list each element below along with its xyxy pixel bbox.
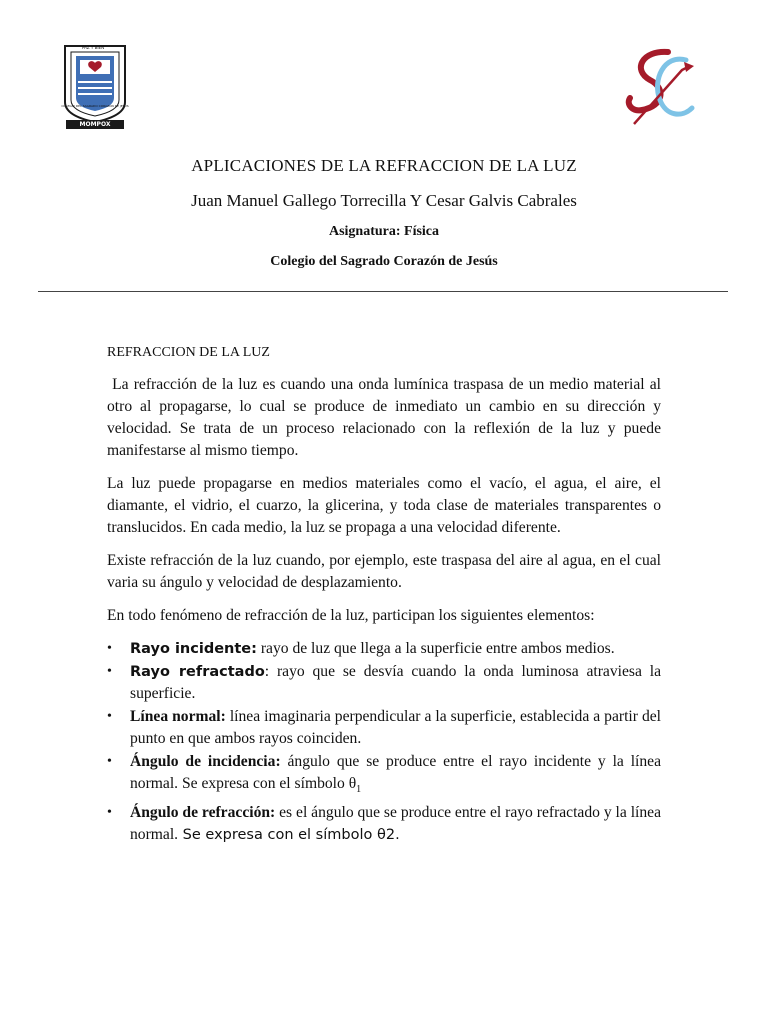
paragraph: La refracción de la luz es cuando una onda lumínica traspasa de un medio material al otro al propagarse, lo cual se produce de inmediato un cambio en su dirección y velocidad. Se trata de un proceso relacionado con la reflexión de la luz y puede manifestarse al mismo tiempo. [107, 376, 665, 459]
section-heading: REFRACCION DE LA LUZ [107, 345, 270, 360]
document-subject: Asignatura: Física [328, 224, 440, 239]
list-item-text: : rayo que se desvía cuando la onda luminosa atraviesa la superficie. [130, 663, 661, 702]
bullet-icon: • [107, 641, 112, 656]
document-school: Colegio del Sagrado Corazón de Jesús [270, 254, 498, 269]
elements-list [107, 638, 661, 846]
list-item [107, 706, 661, 750]
paragraph: Existe refracción de la luz cuando, por ejemplo, este traspasa del aire al agua, en el cual varia su ángulo y velocidad de desplazamiento. [107, 552, 661, 591]
paragraph: La luz puede propagarse en medios materiales como el vacío, el agua, el aire, el diamante, el vidrio, el cuarzo, la glicerina, y toda clase de materiales transparentes o translucidos. En cada medio, la luz se propaga a una velocidad diferente. [107, 475, 661, 536]
document-title: APLICACIONES DE LA REFRACCION DE LA LUZ [191, 156, 577, 175]
list-item-term: Ángulo de refracción: [130, 804, 276, 822]
list-item [107, 751, 661, 801]
list-item-term: Rayo incidente: [130, 641, 257, 657]
bullet-icon: • [107, 754, 112, 769]
crest-banner-text: MOMPOX [79, 121, 111, 128]
bullet-icon: • [107, 805, 112, 821]
list-item-text: rayo de luz que llega a la superficie entre ambos medios. [256, 640, 615, 657]
list-item-text: es el ángulo que se produce entre el rayo refractado y la línea normal. [130, 804, 661, 844]
list-item [107, 638, 661, 660]
symbol-subscript: 1 [356, 784, 362, 796]
list-item-tail: Se expresa con el símbolo θ2. [178, 827, 400, 844]
crest-motto: PAZ Y BIEN [82, 45, 105, 50]
list-item [107, 802, 661, 846]
list-item-term: Ángulo de incidencia: [130, 753, 281, 770]
list-item [107, 661, 661, 705]
bullet-icon: • [107, 664, 112, 679]
list-item-text: línea imaginaria perpendicular a la superficie, establecida a partir del punto en que ambos rayos coinciden. [130, 708, 661, 747]
crest-ring-text: COLEGIO DEL SAGRADO CORAZÓN DE JESÚS [61, 104, 129, 108]
paragraph: En todo fenómeno de refracción de la luz, participan los siguientes elementos: [107, 607, 595, 624]
header-divider [38, 291, 728, 292]
list-item-term: Línea normal: [130, 708, 226, 725]
bullet-icon: • [107, 709, 112, 724]
list-item-text: ángulo que se produce entre el rayo incidente y la línea normal. Se expresa con el símbolo θ [130, 753, 661, 792]
document-body [107, 342, 665, 847]
sc-monogram-logo [620, 44, 700, 128]
school-crest-logo [62, 42, 128, 130]
document-authors: Juan Manuel Gallego Torrecilla Y Cesar Galvis Cabrales [191, 191, 577, 210]
list-item-term: Rayo refractado [130, 664, 265, 680]
